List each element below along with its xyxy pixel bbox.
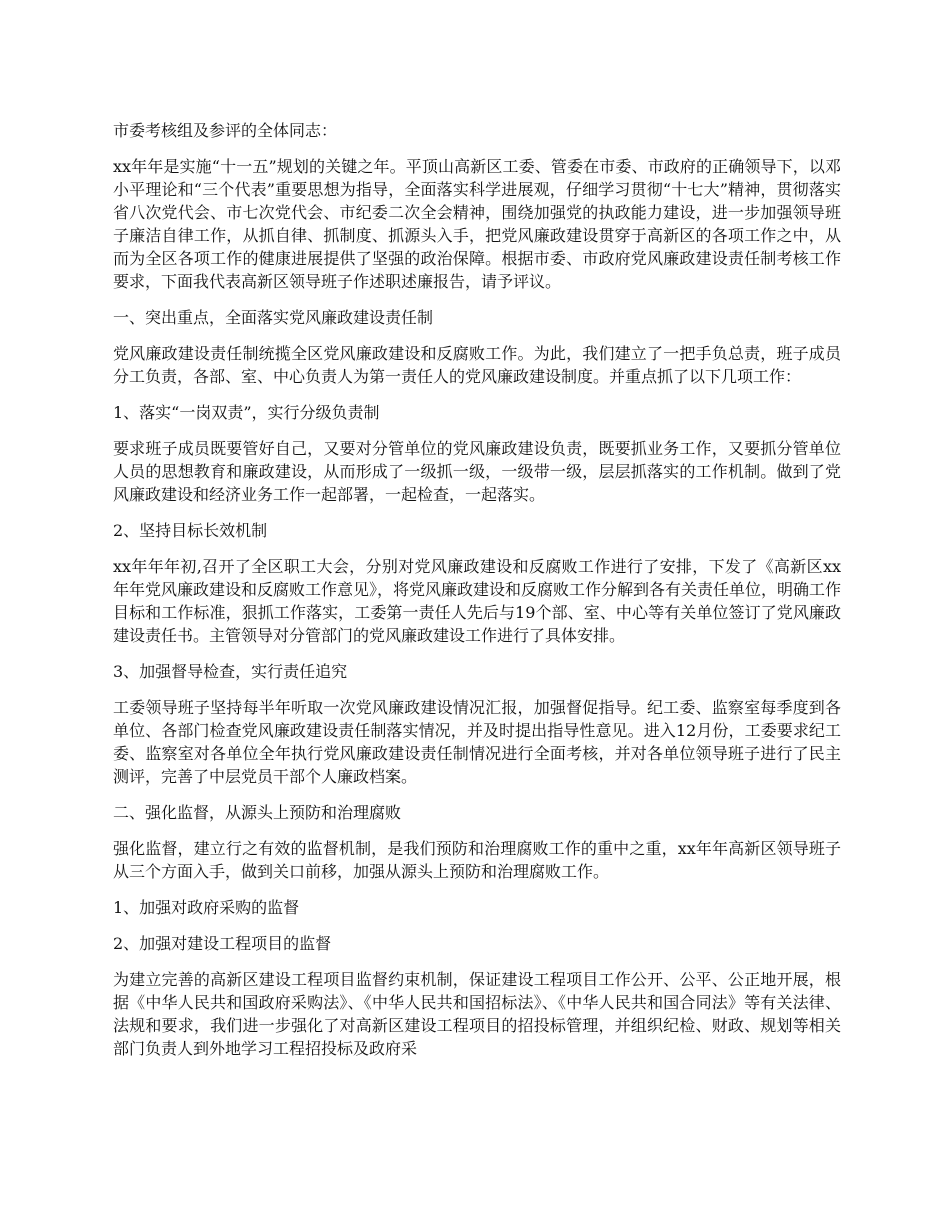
subheading-1-1: 1、落实“一岗双责”，实行分级负责制 [113, 403, 380, 422]
subsection-1-1-paragraph: 要求班子成员既要管好自己，又要对分管单位的党风廉政建设负责，既要抓业务工作，又要抓分管单位人员的思想教育和廉政建设，从而形成了一级抓一级，一级带一级，层层抓落实的工作机制。做到了党风廉政建设和经济业务工作一起部署，一起检查，一起落实。 [113, 439, 841, 504]
section-1-paragraph: 党风廉政建设责任制统揽全区党风廉政建设和反腐败工作。为此，我们建立了一把手负总责，班子成员分工负责，各部、室、中心负责人为第一责任人的党风廉政建设制度。并重点抓了以下几项工作： [113, 344, 841, 386]
subsection-1-2-paragraph: xx年年年初,召开了全区职工大会，分别对党风廉政建设和反腐败工作进行了安排，下发了《高新区xx年年党风廉政建设和反腐败工作意见》，将党风廉政建设和反腐败工作分解到各有关责任单位，明确工作目标和工作标准，狠抓工作落实，工委第一责任人先后与19个部、室、中心等有关单位签订了党风廉政建设责任书。主管领导对分管部门的党风廉政建设工作进行了具体安排。 [113, 557, 842, 645]
section-heading-1: 一、突出重点，全面落实党风廉政建设责任制 [113, 308, 434, 327]
subheading-2-2: 2、加强对建设工程项目的监督 [113, 934, 332, 953]
subheading-1-3: 3、加强督导检查，实行责任追究 [113, 662, 348, 681]
document-body [113, 119, 841, 1073]
section-2-paragraph: 强化监督，建立行之有效的监督机制，是我们预防和治理腐败工作的重中之重，xx年年高新区领导班子从三个方面入手，做到关口前移，加强从源头上预防和治理腐败工作。 [113, 839, 841, 881]
intro-paragraph: xx年年是实施“十一五”规划的关键之年。平顶山高新区工委、管委在市委、市政府的正确领导下，以邓小平理论和“三个代表”重要思想为指导，全面落实科学进展观，仔细学习贯彻“十七大”精神，贯彻落实省八次党代会、市七次党代会、市纪委二次全会精神，围绕加强党的执政能力建设，进一步加强领导班子廉洁自律工作，从抓自律、抓制度、抓源头入手，把党风廉政建设贯穿于高新区的各项工作之中，从而为全区各项工作的健康进展提供了坚强的政治保障。根据市委、市政府党风廉政建设责任制考核工作要求，下面我代表高新区领导班子作述职述廉报告，请予评议。 [113, 157, 841, 291]
subsection-2-2-paragraph: 为建立完善的高新区建设工程项目监督约束机制，保证建设工程项目工作公开、公平、公正地开展，根据《中华人民共和国政府采购法》、《中华人民共和国招标法》、《中华人民共和国合同法》等有关法律、法规和要求，我们进一步强化了对高新区建设工程项目的招投标管理，并组织纪检、财政、规划等相关部门负责人到外地学习工程招投标及政府采 [113, 970, 841, 1058]
salutation: 市委考核组及参评的全体同志： [113, 121, 338, 140]
subheading-2-1: 1、加强对政府采购的监督 [113, 898, 300, 917]
section-heading-2: 二、强化监督，从源头上预防和治理腐败 [113, 803, 402, 822]
subsection-1-3-paragraph: 工委领导班子坚持每半年听取一次党风廉政建设情况汇报，加强督促指导。纪工委、监察室每季度到各单位、各部门检查党风廉政建设责任制落实情况，并及时提出指导性意见。进入12月份，工委要求纪工委、监察室对各单位全年执行党风廉政建设责任制情况进行全面考核，并对各单位领导班子进行了民主测评，完善了中层党员干部个人廉政档案。 [113, 698, 841, 786]
subheading-1-2: 2、坚持目标长效机制 [113, 521, 268, 540]
